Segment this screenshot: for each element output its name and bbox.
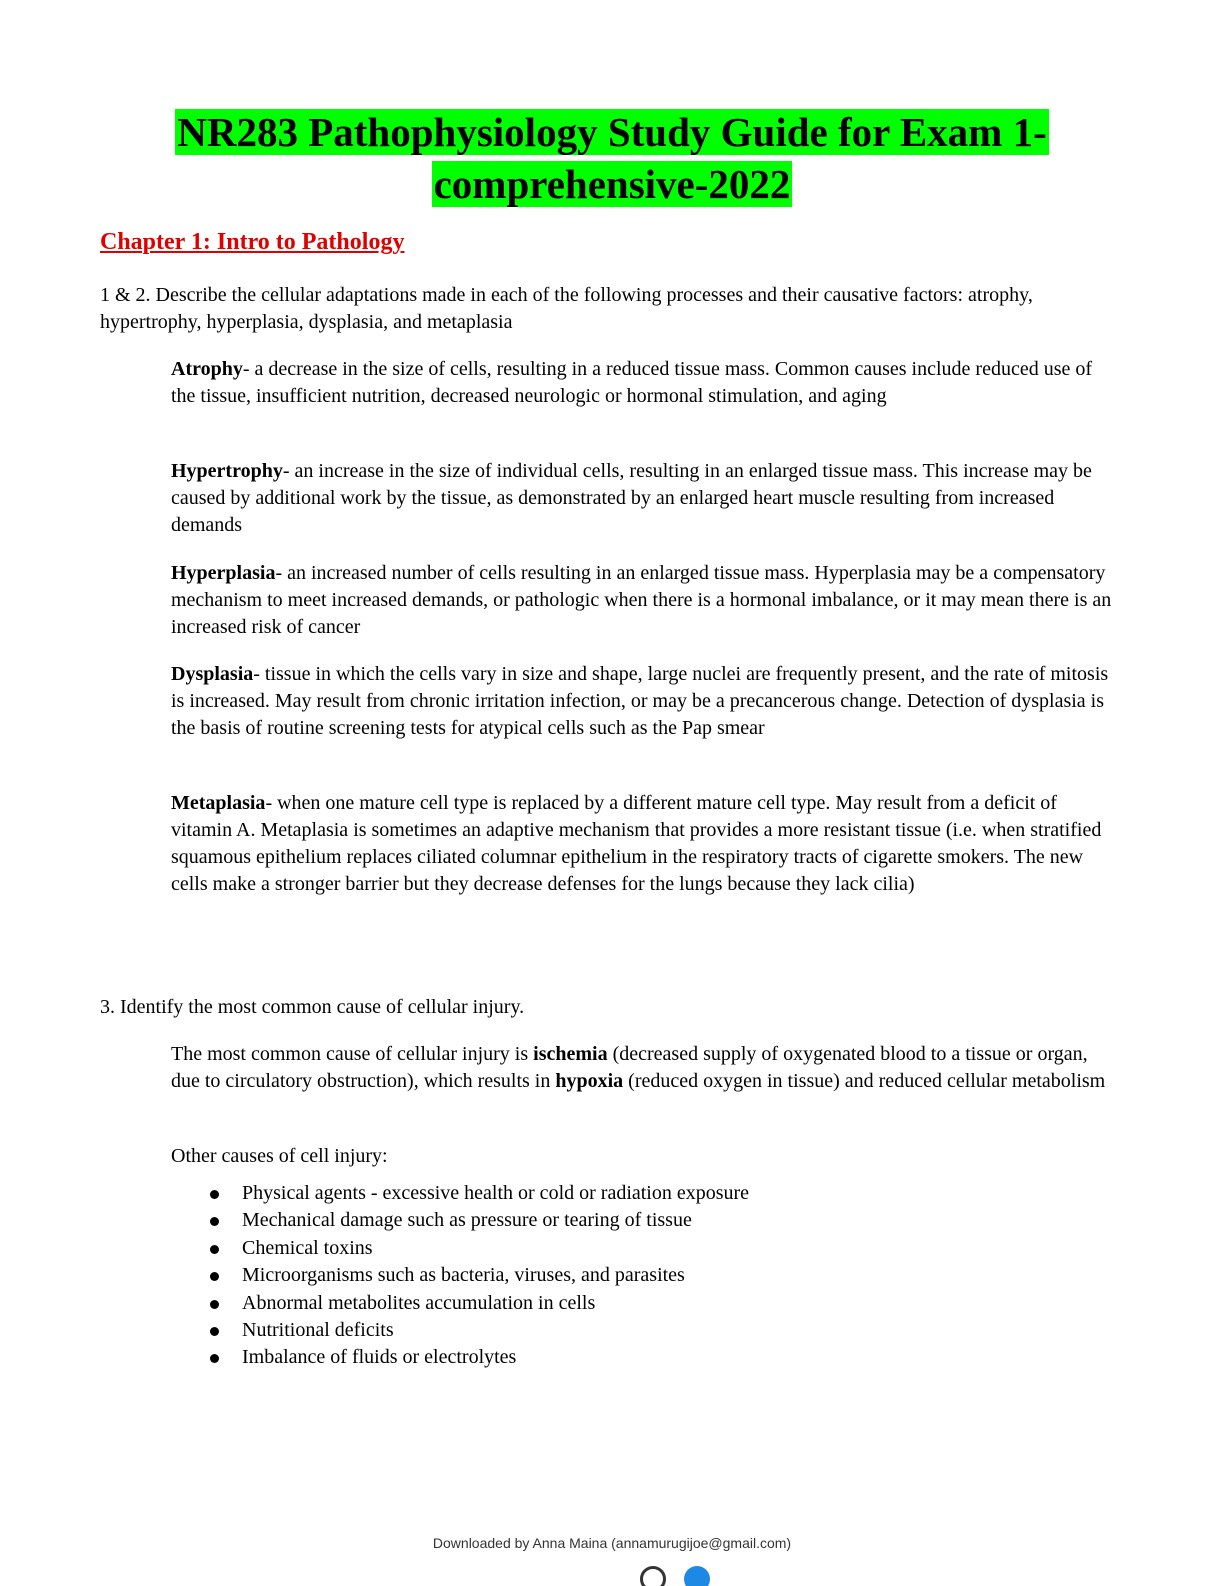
answer-text: (reduced oxygen in tissue) and reduced cellular metabolism: [623, 1070, 1106, 1092]
answer-term-ischemia: ischemia: [533, 1043, 608, 1065]
bullet-icon: [210, 1245, 219, 1254]
list-item: Abnormal metabolites accumulation in cells: [206, 1290, 749, 1317]
adaptation-metaplasia: [171, 790, 1116, 898]
chapter-heading: Chapter 1: Intro to Pathology: [100, 229, 405, 255]
adaptation-dysplasia: [171, 661, 1116, 742]
adaptation-text: - an increase in the size of individual cells, resulting in an enlarged tissue mass. This increase may be caused by additional work by the tissue, as demonstrated by an enlarged heart muscle resulting from increased demands: [171, 460, 1092, 536]
title-line-2: comprehensive-2022: [433, 161, 791, 207]
bullet-icon: [210, 1190, 219, 1199]
other-causes-label: Other causes of cell injury:: [171, 1145, 388, 1167]
answer-text: The most common cause of cellular injury is: [171, 1043, 534, 1065]
adaptation-term: Dysplasia: [171, 663, 254, 685]
list-item: Nutritional deficits: [206, 1317, 749, 1344]
list-item: Microorganisms such as bacteria, viruses, and parasites: [206, 1262, 749, 1289]
adaptation-text: - a decrease in the size of cells, resulting in a reduced tissue mass. Common causes include reduced use of the tissue, insufficient nutrition, decreased neurologic or hormonal stimulation, and aging: [171, 358, 1093, 407]
adaptation-hypertrophy: [171, 458, 1116, 539]
bullet-icon: [210, 1300, 219, 1309]
list-item: Imbalance of fluids or electrolytes: [206, 1344, 749, 1371]
adaptation-text: - an increased number of cells resulting in an enlarged tissue mass. Hyperplasia may be a compensatory mechanism to meet increased demands, or pathologic when there is a hormonal imbalance, or it may mean there is an increased risk of cancer: [171, 562, 1112, 638]
answer-term-hypoxia: hypoxia: [555, 1070, 624, 1092]
adaptation-hyperplasia: [171, 560, 1116, 641]
bullet-icon: [210, 1327, 219, 1336]
question-3-answer: [171, 1041, 1116, 1095]
document-title: [0, 106, 1224, 210]
adaptation-atrophy: [171, 356, 1116, 410]
list-item: Mechanical damage such as pressure or tearing of tissue: [206, 1207, 749, 1234]
adaptation-term: Atrophy: [171, 358, 243, 380]
bullet-icon: [210, 1354, 219, 1363]
list-item: Physical agents - excessive health or cold or radiation exposure: [206, 1180, 749, 1207]
question-3: 3. Identify the most common cause of cellular injury.: [100, 996, 525, 1018]
title-line-1: NR283 Pathophysiology Study Guide for Exam 1-: [177, 109, 1047, 155]
answer-text: (decreased supply of oxygenated blood to a tissue or organ, due to circulatory obstruction), which results in: [171, 1043, 1088, 1092]
bullet-icon: [210, 1217, 219, 1226]
adaptation-text: - when one mature cell type is replaced by a different mature cell type. May result from a deficit of vitamin A. Metaplasia is sometimes an adaptive mechanism that provides a more resistant tissue (i.e. when stratified squamous epithelium replaces ciliated columnar epithelium in the respiratory tracts of cigarette smokers. The new cells make a stronger barrier but they decrease defenses for the lungs because they lack cilia): [171, 792, 1102, 895]
adaptation-term: Metaplasia: [171, 792, 266, 814]
adaptation-text: - tissue in which the cells vary in size and shape, large nuclei are frequently present, and the rate of mitosis is increased. May result from chronic irritation infection, or may be a precancerous change. Detection of dysplasia is the basis of routine screening tests for atypical cells such as the Pap smear: [171, 663, 1109, 739]
bullet-icon: [210, 1272, 219, 1281]
question-1-2: 1 & 2. Describe the cellular adaptations made in each of the following processes and their causative factors: atrophy, hypertrophy, hyperplasia, dysplasia, and metaplasia: [100, 284, 1033, 333]
other-causes-list: [206, 1180, 749, 1372]
download-footer: Downloaded by Anna Maina (annamurugijoe@gmail.com): [432, 1535, 792, 1551]
adaptation-term: Hypertrophy: [171, 460, 283, 482]
adaptation-term: Hyperplasia: [171, 562, 276, 584]
list-item: Chemical toxins: [206, 1235, 749, 1262]
site-logo-icon: [640, 1566, 710, 1586]
